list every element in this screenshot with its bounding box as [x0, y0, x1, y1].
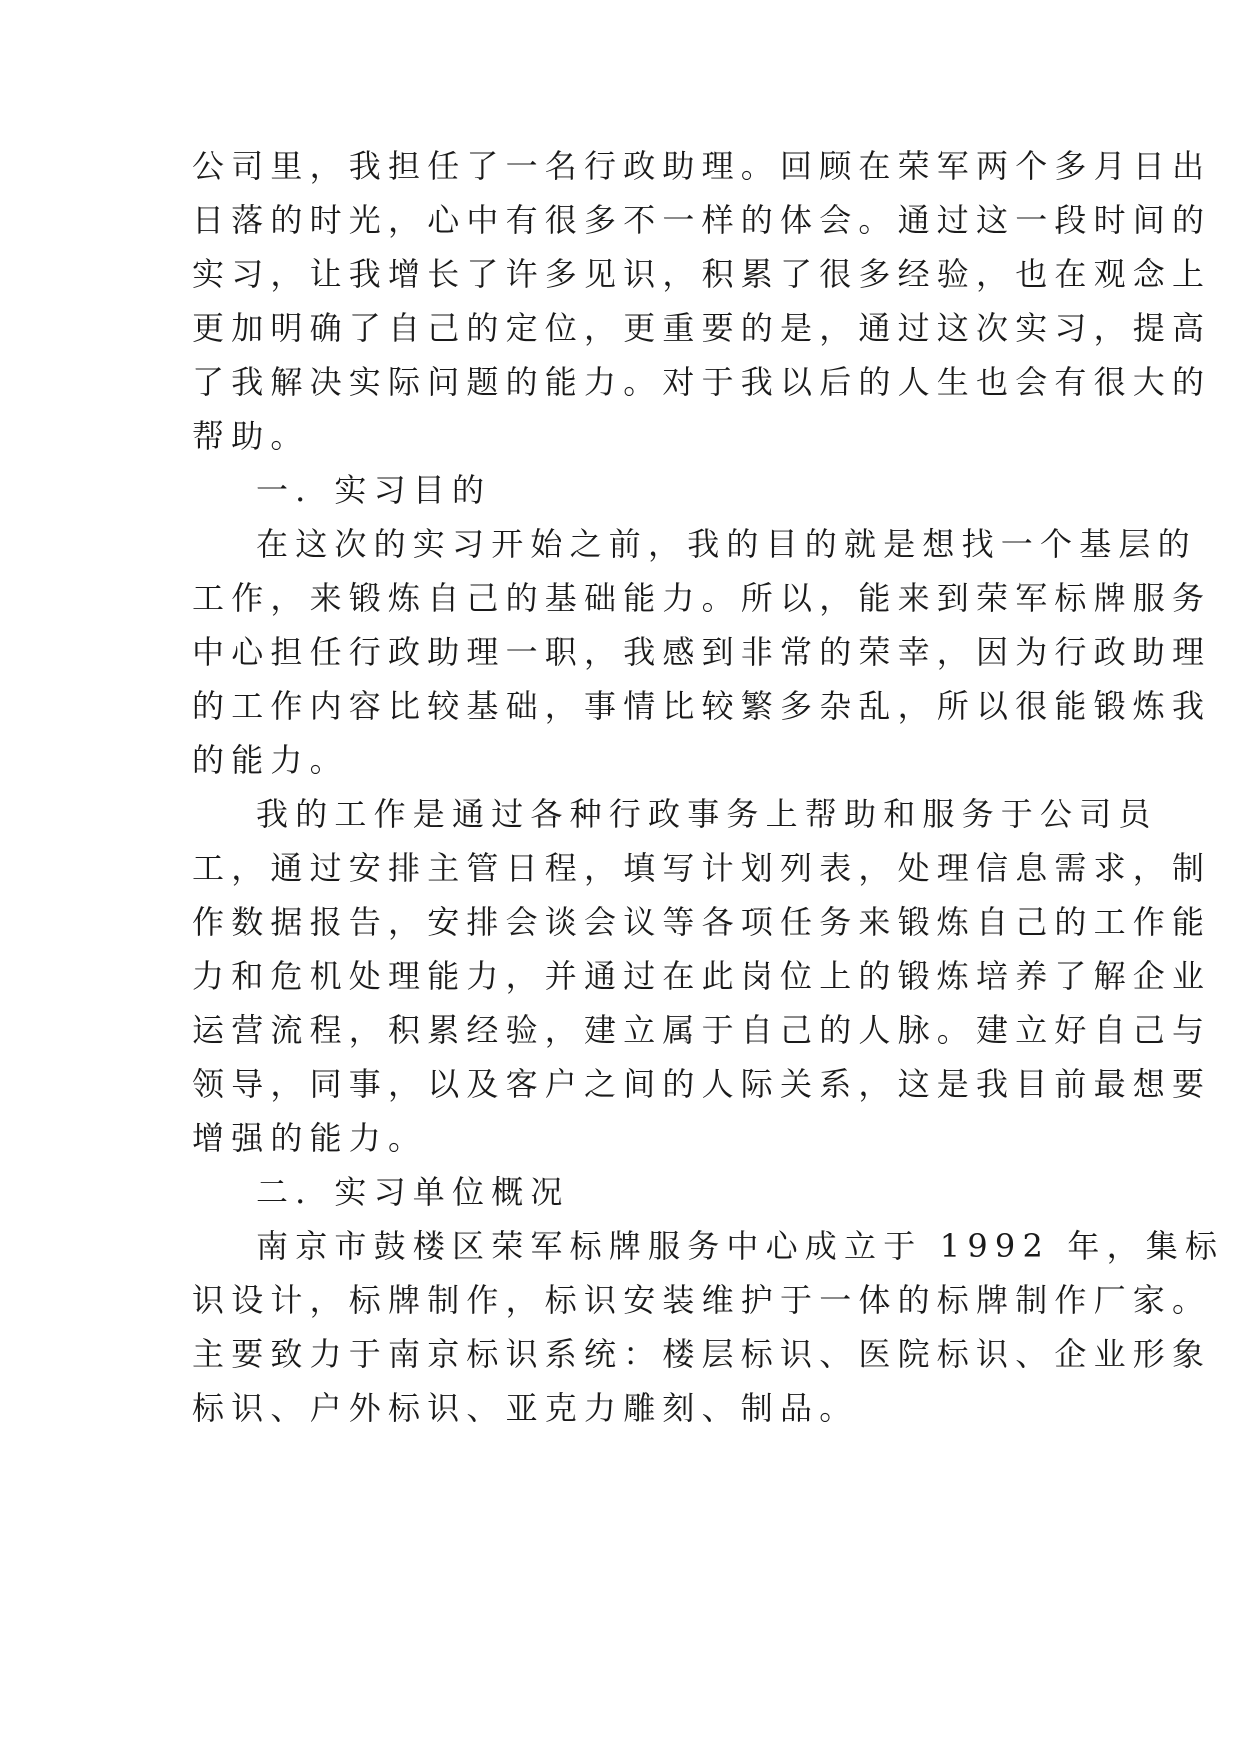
text-line: 增强的能力。 — [192, 1119, 428, 1157]
text-line: 领导，同事，以及客户之间的人际关系，这是我目前最想要 — [192, 1065, 1212, 1103]
text-line: 识设计，标牌制作，标识安装维护于一体的标牌制作厂家。 — [192, 1281, 1212, 1319]
text-line: 运营流程，积累经验，建立属于自己的人脉。建立好自己与 — [192, 1011, 1212, 1049]
text-line: 中心担任行政助理一职，我感到非常的荣幸，因为行政助理 — [192, 633, 1212, 671]
text-line: 标识、户外标识、亚克力雕刻、制品。 — [192, 1389, 859, 1427]
text-line: 的工作内容比较基础，事情比较繁多杂乱，所以很能锻炼我 — [192, 687, 1212, 725]
text-line: 公司里，我担任了一名行政助理。回顾在荣军两个多月日出 — [192, 147, 1212, 185]
text-line: 帮助。 — [192, 417, 310, 455]
text-line: 我的工作是通过各种行政事务上帮助和服务于公司员 — [256, 795, 1158, 833]
text-line: 作数据报告，安排会谈会议等各项任务来锻炼自己的工作能 — [192, 903, 1212, 941]
text-line: 工作，来锻炼自己的基础能力。所以，能来到荣军标牌服务 — [192, 579, 1212, 617]
text-line: 力和危机处理能力，并通过在此岗位上的锻炼培养了解企业 — [192, 957, 1212, 995]
text-line: 主要致力于南京标识系统：楼层标识、医院标识、企业形象 — [192, 1335, 1212, 1373]
text-line: 南京市鼓楼区荣军标牌服务中心成立于 1992 年，集标 — [256, 1227, 1225, 1265]
section-heading: 二．实习单位概况 — [256, 1173, 570, 1211]
text-line: 实习，让我增长了许多见识，积累了很多经验，也在观念上 — [192, 255, 1212, 293]
text-line: 的能力。 — [192, 741, 349, 779]
text-line: 日落的时光，心中有很多不一样的体会。通过这一段时间的 — [192, 201, 1212, 239]
text-line: 了我解决实际问题的能力。对于我以后的人生也会有很大的 — [192, 363, 1212, 401]
text-line: 工，通过安排主管日程，填写计划列表，处理信息需求，制 — [192, 849, 1212, 887]
text-line: 更加明确了自己的定位，更重要的是，通过这次实习，提高 — [192, 309, 1212, 347]
section-heading: 一．实习目的 — [256, 471, 492, 509]
text-line: 在这次的实习开始之前，我的目的就是想找一个基层的 — [256, 525, 1197, 563]
